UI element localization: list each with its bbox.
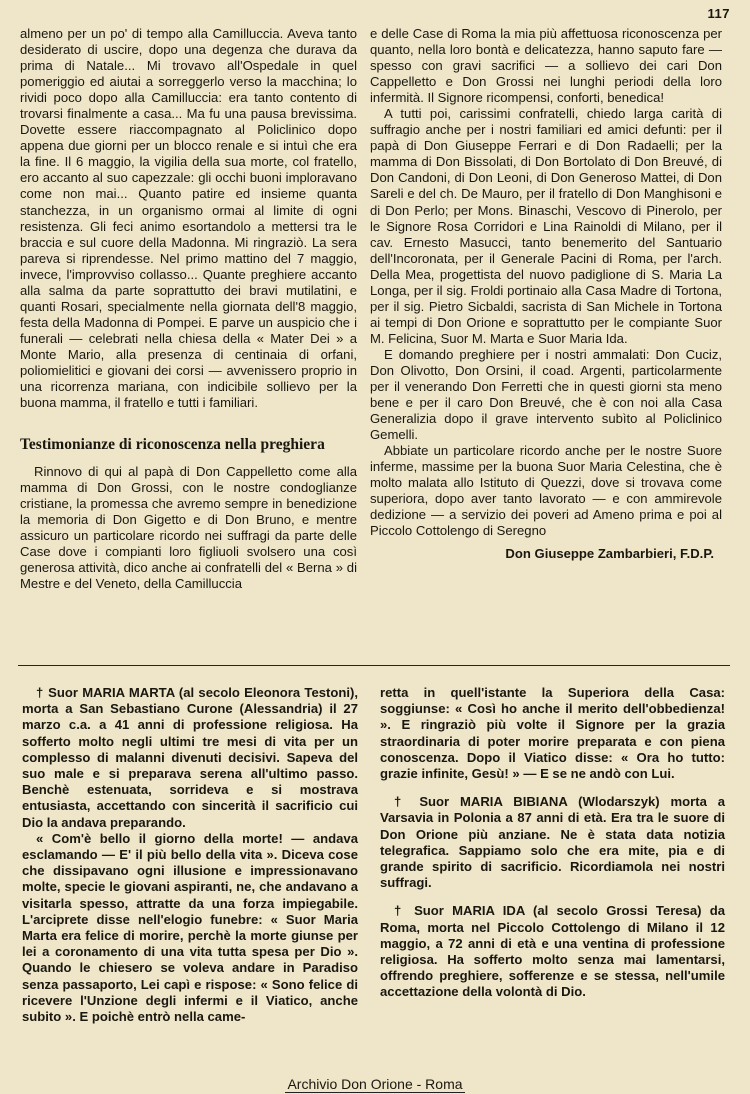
archive-footer: [0, 1076, 750, 1092]
article-paragraph: almeno per un po' di tempo alla Camilluccia. Aveva tanto desiderato di uscire, dopo una degenza che durava da prima di Natale... Mi trovavo all'Ospedale in quel pomeriggio ed aiutai a sorreggerlo verso la macchina; lo rividi poco dopo alla Camilluccia: era tanto contento di trovarsi finalmente a casa... Ma fu una pausa brevissima. Dovette essere riaccompagnato al Policlinico dopo appena due giorni per un blocco renale e si intuì che era la fine. Il 6 maggio, la vigilia della sua morte, col fratello, ero accanto al suo capezzale: gli occhi buoni imploravano come non mai... Quanto patire ed insieme quanta stanchezza, in un organismo ormai al limite di ogni resistenza. Gli feci animo esortandolo a mettersi tra le braccia e sul cuore della Madonna. Mi ringraziò. La sera pareva si riprendesse. Nel primo mattino del 7 maggio, invece, l'improvviso collasso... Quante preghiere accanto alla salma da parte soprattutto dei bravi mutilatini, e quanti Rosari, specialmente nella giornata dell'8 maggio, festa della Madonna di Pompei. E parve un auspicio che i funerali — celebrati nella chiesa della « Mater Dei » a Monte Mario, alla presenza di centinaia di orfani, poliomielitici e giovani dei corsi — avvenissero proprio in una ricorrenza mariana, con indicibile sollievo per la buona mamma, il fratello e tutti i familiari.: [20, 26, 357, 411]
archive-footer-text: Archivio Don Orione - Roma: [287, 1076, 463, 1092]
obituaries-right-column: [380, 685, 725, 1001]
obituary-paragraph: « Com'è bello il giorno della morte! — andava esclamando — E' il più bello della vita ». Diceva cose che dissipavano ogni illusione e impressionavano molte, specie le giovani aspiranti, ne, che andavano a visitarla spesso, attratte da una forza impiegabile. L'arciprete disse nell'elogio funebre: « Suor Maria Marta era felice di morire, perchè la morte giunse per lei a coronamento di una vita tutta spesa per Dio ». Quando le chiesero se voleva andare in Paradiso senza passaporto, Lei capì e rispose: « Sono felice di ricevere l'Unzione degli infermi e il Viatico, anche subito ». E poichè entrò nella came-: [22, 830, 358, 1025]
article-left-column: [20, 26, 357, 593]
article-right-column: [370, 26, 722, 562]
section-heading: Testimonianze di riconoscenza nella preghiera: [20, 436, 325, 454]
obituaries-left-column: [22, 685, 358, 1025]
obituary-paragraph: retta in quell'istante la Superiora della Casa: soggiunse: « Così ho anche il merito dell'obbedienza! ». E ringraziò più volte il Signore per la grazia straordinaria di poter morire preparata e con piena conoscenza. Dopo il Viatico disse: « Ora ho tutto: grazie infinite, Gesù! » — E se ne andò con Lui.: [380, 685, 725, 782]
author-signature: Don Giuseppe Zambarbieri, F.D.P.: [505, 545, 714, 561]
article-paragraph: e delle Case di Roma la mia più affettuosa riconoscenza per quanto, nella loro bontà e delicatezza, hanno saputo fare — spesso con gravi sacrifici — a sollievo dei cari Don Cappelletto e Don Grossi nei lunghi periodi della loro infermità. Il Signore ricompensi, conforti, benedica!: [370, 26, 722, 106]
article-paragraph: A tutti poi, carissimi confratelli, chiedo larga carità di suffragio anche per i nostri familiari ed amici defunti: per il papà di Don Giuseppe Ferrari e di Don Radaelli; per la mamma di Don Bissolati, di Don Bortolato di Don Breuvé, di Don Candoni, di Don Leoni, di Don Generoso Mattei, di Don Sareli e del ch. De Mauro, per il fratello di Don Manghisoni e di Don Perlo; per Mons. Binaschi, Vescovo di Pinerolo, per le Signore Rosa Corridori e Lina Rainoldi di Milano, per il cav. Ernesto Masucci, tanto benemerito del Santuario dell'Incoronata, per il Generale Pacini di Roma, per l'arch. Della Mea, progettista del nuovo padiglione di S. Maria La Longa, per il sig. Froldi portinaio alla Casa Madre di Tortona, per il sig. Pietro Sicbaldi, sacrista di San Michele in Tortona ai tempi di Don Orione e soprattutto per le compiante Suor M. Felicina, Suor M. Marta e Suor Maria Ida.: [370, 106, 722, 346]
article-paragraph: Rinnovo di qui al papà di Don Cappelletto come alla mamma di Don Grossi, con le nostre condoglianze cristiane, la promessa che avremo sempre in benedizione la memoria di Don Gigetto e di Don Bruno, e mentre assicuro un particolare ricordo nei suffragi da parte delle Case dove i compianti loro figliuoli svolsero una così generosa attività, dico anche ai confratelli del « Berna » di Mestre e del Veneto, della Camilluccia: [20, 464, 357, 592]
obituary-paragraph: † Suor MARIA MARTA (al secolo Eleonora Testoni), morta a San Sebastiano Curone (Alessandria) il 27 marzo c.a. a 41 anni di professione religiosa. Ha sofferto molto negli ultimi tre mesi di vita per un complesso di malanni divenuti decisivi. Sapeva del suo male e si preparava serena all'ultimo passo. Benchè estenuata, sorrideva e si mostrava entusiasta, accettando con sincerità il sacrificio cui Dio la andava preparando.: [22, 685, 358, 830]
article-paragraph: E domando preghiere per i nostri ammalati: Don Cuciz, Don Olivotto, Don Orsini, il coad. Argenti, particolarmente per il venerando Don Ferretti che in questi giorni sta meno bene e per il caro Don Breuvé, che è con noi alla Casa Generalizia dopo il grave intervento subìto al Policlinico Gemelli.: [370, 346, 722, 443]
page-number: 117: [707, 6, 730, 21]
article-paragraph: Abbiate un particolare ricordo anche per le nostre Suore inferme, massime per la buona Suor Maria Celestina, che è molto malata allo Istituto di Quezzi, dove si trovava come superiora, dopo aver tanto lavorato — e con ammirevole dedizione — a servizio dei poveri ad Ameno prima e poi al Piccolo Cottolengo di Seregno: [370, 443, 722, 539]
obituary-paragraph: † Suor MARIA IDA (al secolo Grossi Teresa) da Roma, morta nel Piccolo Cottolengo di Milano il 12 maggio, a 72 anni di età e una ventina di professione religiosa. Ha sofferto molto senza mai lamentarsi, offrendo preghiere, sofferenze e se stessa, nell'umile accettazione della volontà di Dio.: [380, 903, 725, 1000]
section-divider: [18, 665, 730, 666]
obituary-paragraph: † Suor MARIA BIBIANA (Wlodarszyk) morta a Varsavia in Polonia a 87 anni di età. Era tra le suore di Don Orione più anziane. Ne è stata data notizia telegrafica. Sappiamo solo che era mite, pia e di grande spirito di sacrificio. Ricordiamola nei nostri suffragi.: [380, 794, 725, 891]
